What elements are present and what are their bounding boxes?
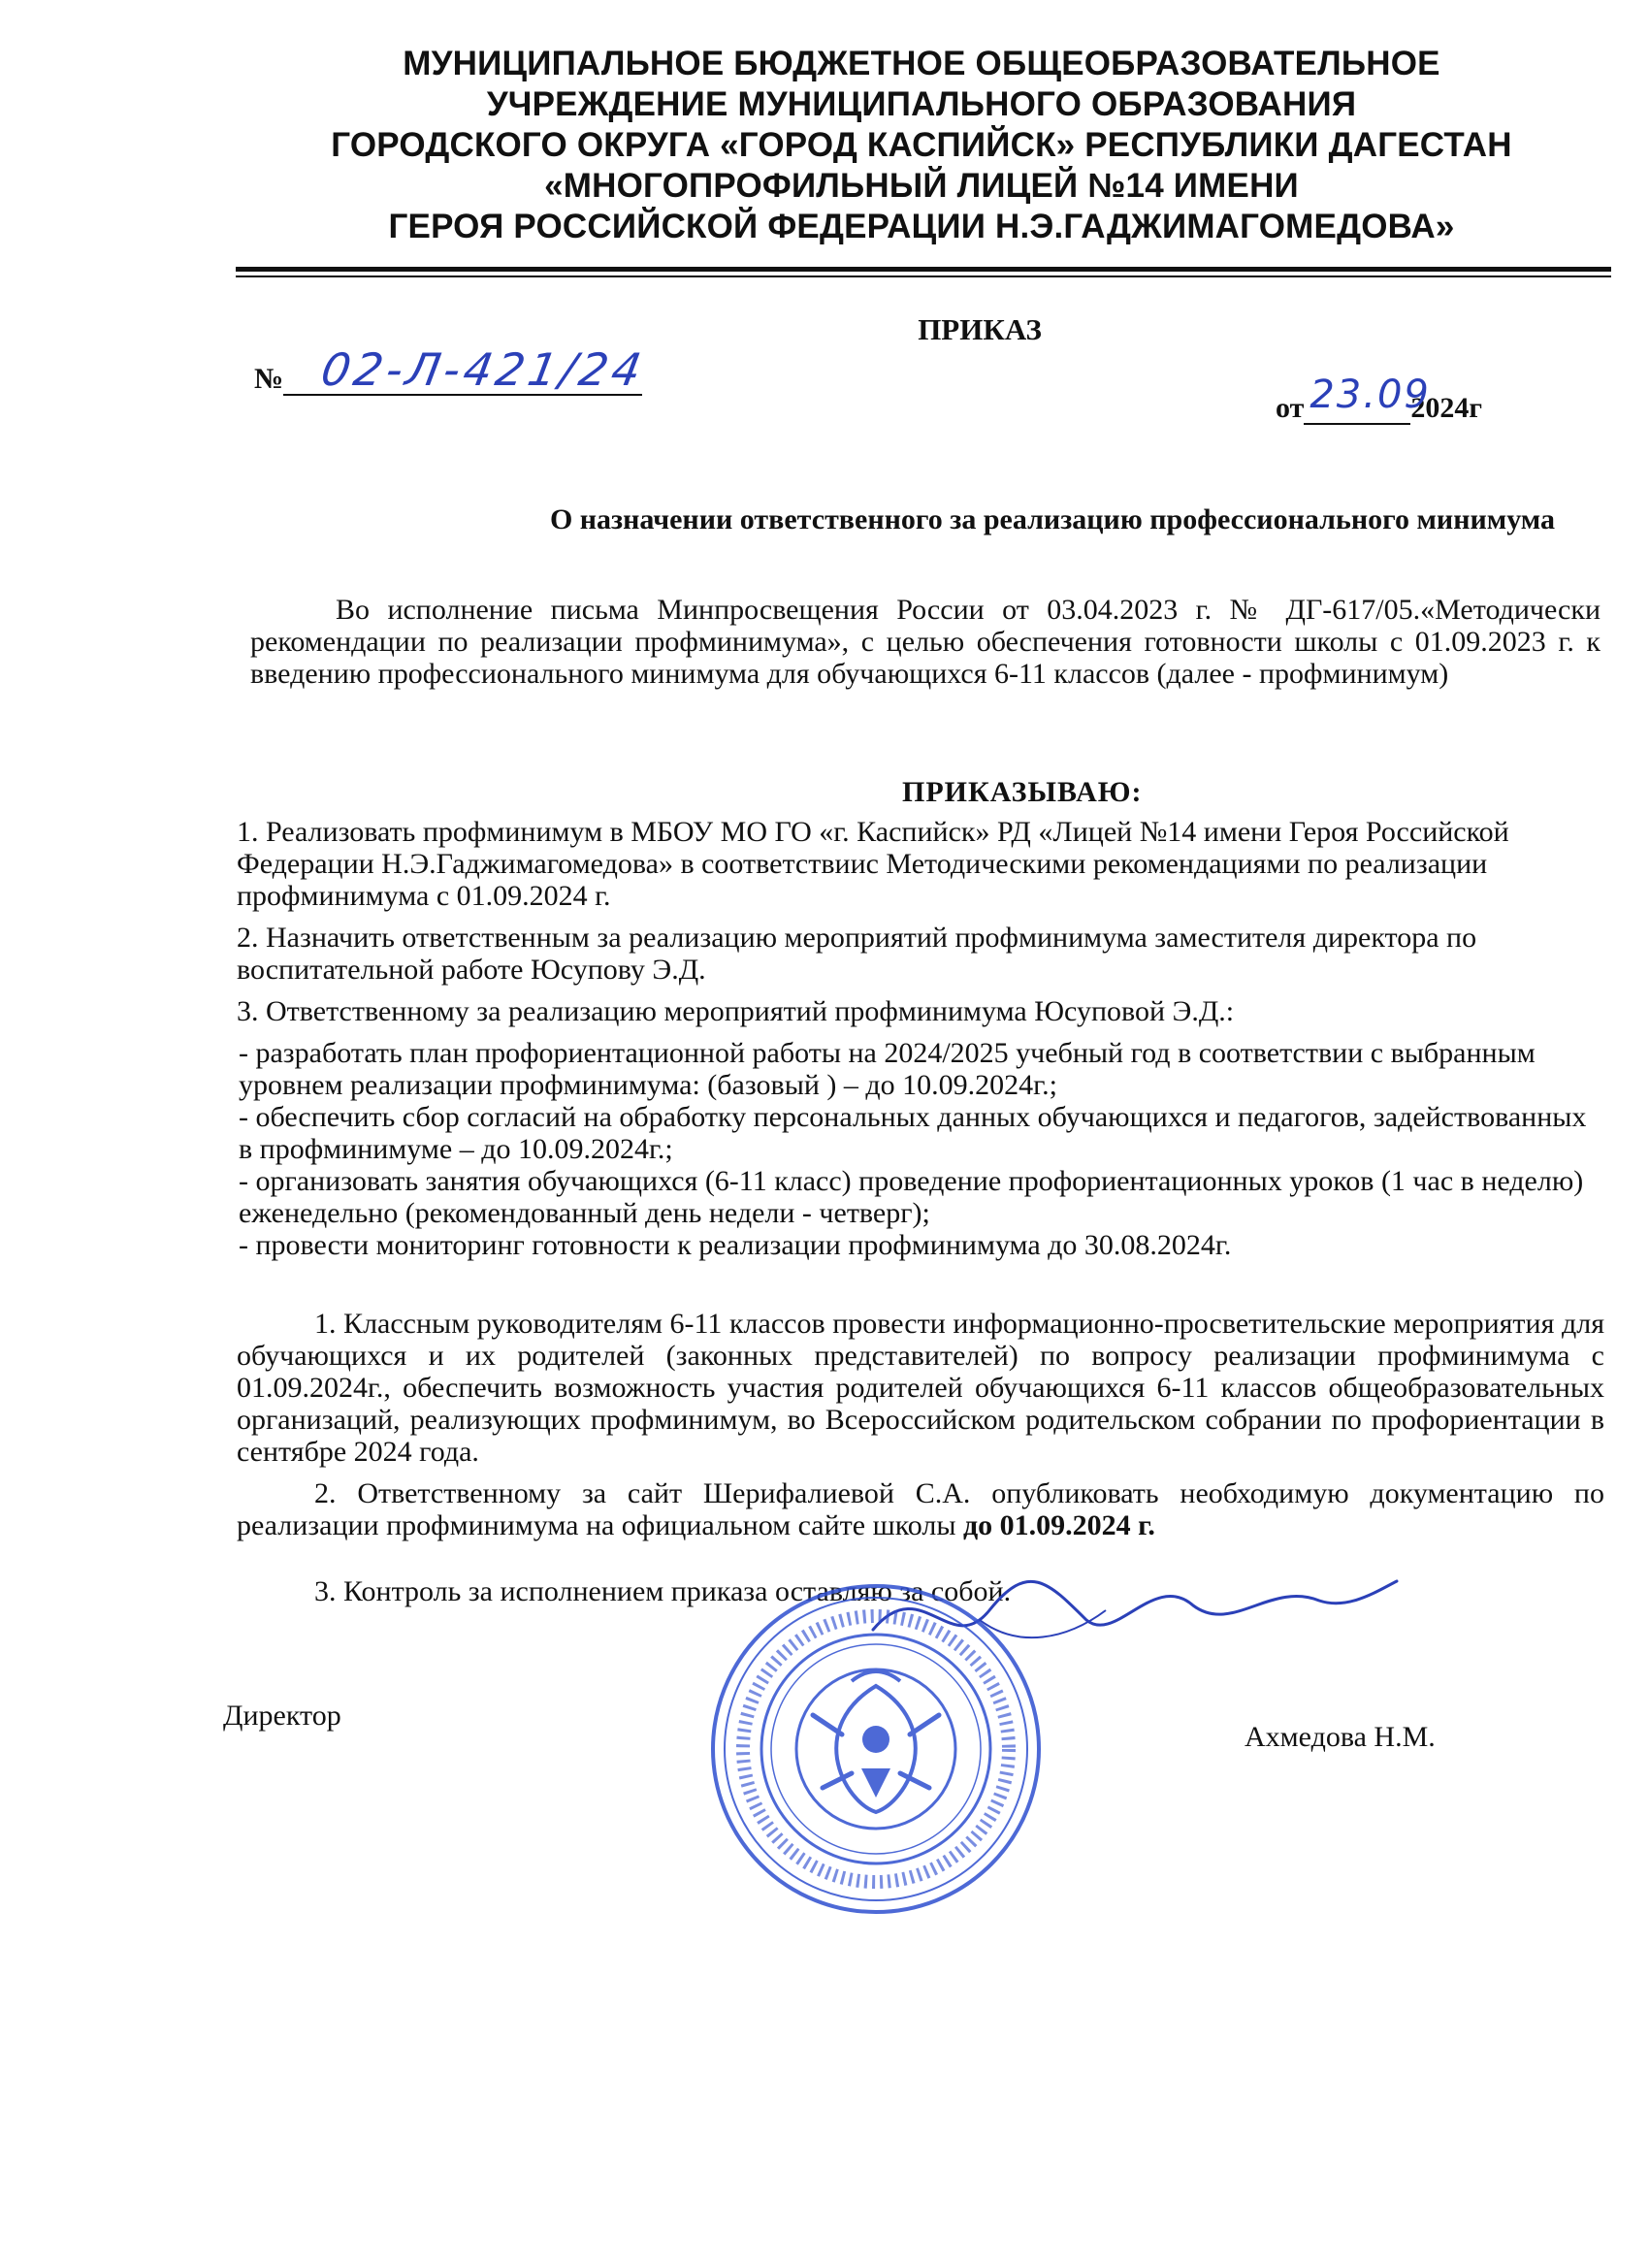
number-field — [283, 343, 650, 396]
header-divider-thick — [236, 267, 1611, 272]
order-items — [237, 816, 1604, 1261]
order-number — [254, 343, 650, 396]
order-subject: О назначении ответственного за реализацию профессионального минимума — [549, 503, 1556, 535]
subitem-1: - разработать план профориентационной работы на 2024/2025 учебный год в соответствии с выбранным уровнем реализации профминимума: (базовый ) – до 10.09.2024г.; — [239, 1037, 1536, 1101]
subitem-3: - организовать занятия обучающихся (6-11 класс) проведение профориентационных уроков (1 час в неделю) еженедельно (рекомендованный день недели - четверг); — [239, 1165, 1584, 1229]
signer-name: Ахмедова Н.М. — [1245, 1721, 1436, 1753]
number-prefix: № — [254, 363, 284, 395]
header-line-1: МУНИЦИПАЛЬНОЕ БЮДЖЕТНОЕ ОБЩЕОБРАЗОВАТЕЛЬНОЕ — [403, 45, 1440, 82]
intro-paragraph: Во исполнение письма Минпросвещения России от 03.04.2023 г. № ДГ-617/05.«Методически рекомендации по реализации профминимума», с целью обеспечения готовности школы с 01.09.2023 г. к введению профессионального минимума для обучающихся 6-11 классов (далее - профминимум) — [250, 594, 1600, 690]
order-item-3: 3. Ответственному за реализацию мероприятий профминимума Юсуповой Э.Д.: — [237, 995, 1235, 1027]
paragraph-control: 3. Контроль за исполнением приказа оставляю за собой. — [314, 1575, 1012, 1607]
header-line-2: УЧРЕЖДЕНИЕ МУНИЦИПАЛЬНОГО ОБРАЗОВАНИЯ — [486, 85, 1357, 123]
decree-heading: ПРИКАЗЫВАЮ: — [902, 776, 1143, 808]
subitem-list — [237, 1037, 1604, 1261]
handwritten-date: 23.09 — [1310, 373, 1431, 417]
subitem-4: - провести мониторинг готовности к реализации профминимума до 30.08.2024г. — [239, 1229, 1232, 1261]
signer-role: Директор — [223, 1700, 341, 1732]
paragraph-class-teachers: 1. Классным руководителям 6-11 классов провести информационно-просветительские мероприятия для обучающихся и их родителей (законных представителей) по вопросу реализации профминимума с 01.09.2024г., обеспечить возможность участия родителей обучающихся 6-11 классов общеобразовательных организаций, реализующих профминимум, во Всероссийском родительском собрании по профориентации в сентябре 2024 года. — [237, 1308, 1604, 1468]
header-line-4: «МНОГОПРОФИЛЬНЫЙ ЛИЦЕЙ №14 ИМЕНИ — [544, 167, 1299, 205]
subitem-2: - обеспечить сбор согласий на обработку персональных данных обучающихся и педагогов, задействованных в профминимуме – до 10.09.2024г.; — [239, 1101, 1587, 1165]
header-divider-thin — [236, 275, 1611, 277]
header-line-3: ГОРОДСКОГО ОКРУГА «ГОРОД КАСПИЙСК» РЕСПУБЛИКИ ДАГЕСТАН — [331, 126, 1512, 164]
paragraph-website-text: 2. Ответственному за сайт Шерифалиевой С.А. опубликовать необходимую документацию по реализации профминимума на официальном сайте школы — [237, 1477, 1604, 1541]
paragraph-website — [237, 1477, 1604, 1541]
order-item-2: 2. Назначить ответственным за реализацию мероприятий профминимума заместителя директора по воспитательной работе Юсупову Э.Д. — [237, 922, 1477, 986]
handwritten-number: 02-Л-421/24 — [317, 343, 650, 396]
paragraph-website-deadline: до 01.09.2024 г. — [962, 1509, 1155, 1541]
order-item-1: 1. Реализовать профминимум в МБОУ МО ГО «г. Каспийск» РД «Лицей №14 имени Героя Российской Федерации Н.Э.Гаджимагомедова» в соответствиис Методическими рекомендациями по реализации профминимума с 01.09.2024 г. — [237, 816, 1509, 912]
official-stamp-icon — [706, 1579, 1046, 1919]
date-suffix: 2024г — [1410, 392, 1482, 424]
order-title: ПРИКАЗ — [918, 312, 1042, 346]
header-line-5: ГЕРОЯ РОССИЙСКОЙ ФЕДЕРАЦИИ Н.Э.ГАДЖИМАГОМЕДОВА» — [388, 208, 1455, 245]
school-header — [233, 44, 1610, 247]
order-date — [1276, 373, 1482, 425]
date-field — [1304, 373, 1431, 425]
date-prefix: от — [1276, 392, 1305, 424]
